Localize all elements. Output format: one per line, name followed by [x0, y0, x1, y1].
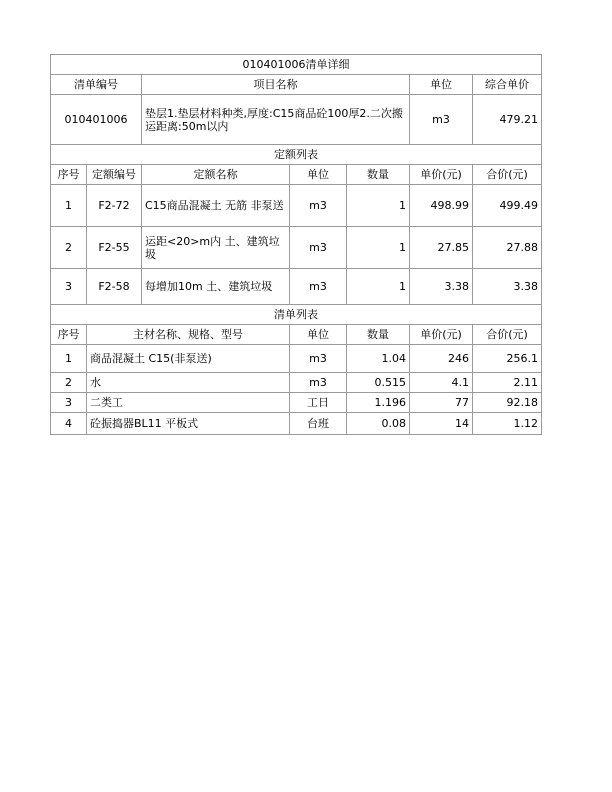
material-unit: m3 [290, 373, 347, 393]
quota-no: 1 [51, 185, 87, 227]
quota-name: 运距<20>m内 土、建筑垃圾 [142, 227, 290, 269]
material-price: 4.1 [410, 373, 473, 393]
material-header-qty: 数量 [347, 325, 410, 345]
table-row [51, 393, 542, 413]
table-row [51, 227, 542, 269]
table-row [51, 185, 542, 227]
material-price: 77 [410, 393, 473, 413]
quota-no: 2 [51, 227, 87, 269]
table-row [51, 413, 542, 435]
quota-section-title: 定额列表 [51, 145, 542, 165]
quota-unit: m3 [290, 227, 347, 269]
header-item-name: 项目名称 [142, 75, 410, 95]
quota-total: 3.38 [473, 269, 542, 305]
bill-item-name: 垫层1.垫层材料种类,厚度:C15商品砼100厚2.二次搬运距离:50m以内 [142, 95, 410, 145]
quota-unit: m3 [290, 185, 347, 227]
material-total: 92.18 [473, 393, 542, 413]
quota-name: C15商品混凝土 无筋 非泵送 [142, 185, 290, 227]
quota-header-total: 合价(元) [473, 165, 542, 185]
material-qty: 0.08 [347, 413, 410, 435]
quota-qty: 1 [347, 185, 410, 227]
material-unit: 台班 [290, 413, 347, 435]
quota-price: 498.99 [410, 185, 473, 227]
material-qty: 1.04 [347, 345, 410, 373]
header-unit: 单位 [410, 75, 473, 95]
material-header-name: 主材名称、规格、型号 [87, 325, 290, 345]
quota-header-unit: 单位 [290, 165, 347, 185]
material-name: 砼振捣器BL11 平板式 [87, 413, 290, 435]
quota-unit: m3 [290, 269, 347, 305]
quota-qty: 1 [347, 269, 410, 305]
quota-code: F2-72 [87, 185, 142, 227]
table-title: 010401006清单详细 [51, 55, 542, 75]
quota-header-name: 定额名称 [142, 165, 290, 185]
quota-code: F2-55 [87, 227, 142, 269]
quota-no: 3 [51, 269, 87, 305]
bill-unit: m3 [410, 95, 473, 145]
material-name: 二类工 [87, 393, 290, 413]
material-no: 3 [51, 393, 87, 413]
material-header-price: 单价(元) [410, 325, 473, 345]
material-unit: 工日 [290, 393, 347, 413]
table-row [51, 345, 542, 373]
material-qty: 1.196 [347, 393, 410, 413]
quota-price: 27.85 [410, 227, 473, 269]
material-total: 2.11 [473, 373, 542, 393]
material-header-no: 序号 [51, 325, 87, 345]
material-price: 14 [410, 413, 473, 435]
material-name: 水 [87, 373, 290, 393]
material-section-title: 清单列表 [51, 305, 542, 325]
material-no: 2 [51, 373, 87, 393]
quota-total: 27.88 [473, 227, 542, 269]
header-unit-price: 综合单价 [473, 75, 542, 95]
quota-header-code: 定额编号 [87, 165, 142, 185]
quota-total: 499.49 [473, 185, 542, 227]
bill-detail-table [50, 54, 542, 435]
quota-name: 每增加10m 土、建筑垃圾 [142, 269, 290, 305]
table-row [51, 373, 542, 393]
quota-header-no: 序号 [51, 165, 87, 185]
material-qty: 0.515 [347, 373, 410, 393]
material-header-total: 合价(元) [473, 325, 542, 345]
bill-code: 010401006 [51, 95, 142, 145]
material-total: 256.1 [473, 345, 542, 373]
material-no: 4 [51, 413, 87, 435]
quota-header-price: 单价(元) [410, 165, 473, 185]
quota-code: F2-58 [87, 269, 142, 305]
material-header-unit: 单位 [290, 325, 347, 345]
material-name: 商品混凝土 C15(非泵送) [87, 345, 290, 373]
quota-qty: 1 [347, 227, 410, 269]
quota-header-qty: 数量 [347, 165, 410, 185]
quota-header-row [51, 165, 542, 185]
header-bill-code: 清单编号 [51, 75, 142, 95]
table-row [51, 269, 542, 305]
material-unit: m3 [290, 345, 347, 373]
material-total: 1.12 [473, 413, 542, 435]
bill-price: 479.21 [473, 95, 542, 145]
material-header-row [51, 325, 542, 345]
material-no: 1 [51, 345, 87, 373]
material-price: 246 [410, 345, 473, 373]
quota-price: 3.38 [410, 269, 473, 305]
